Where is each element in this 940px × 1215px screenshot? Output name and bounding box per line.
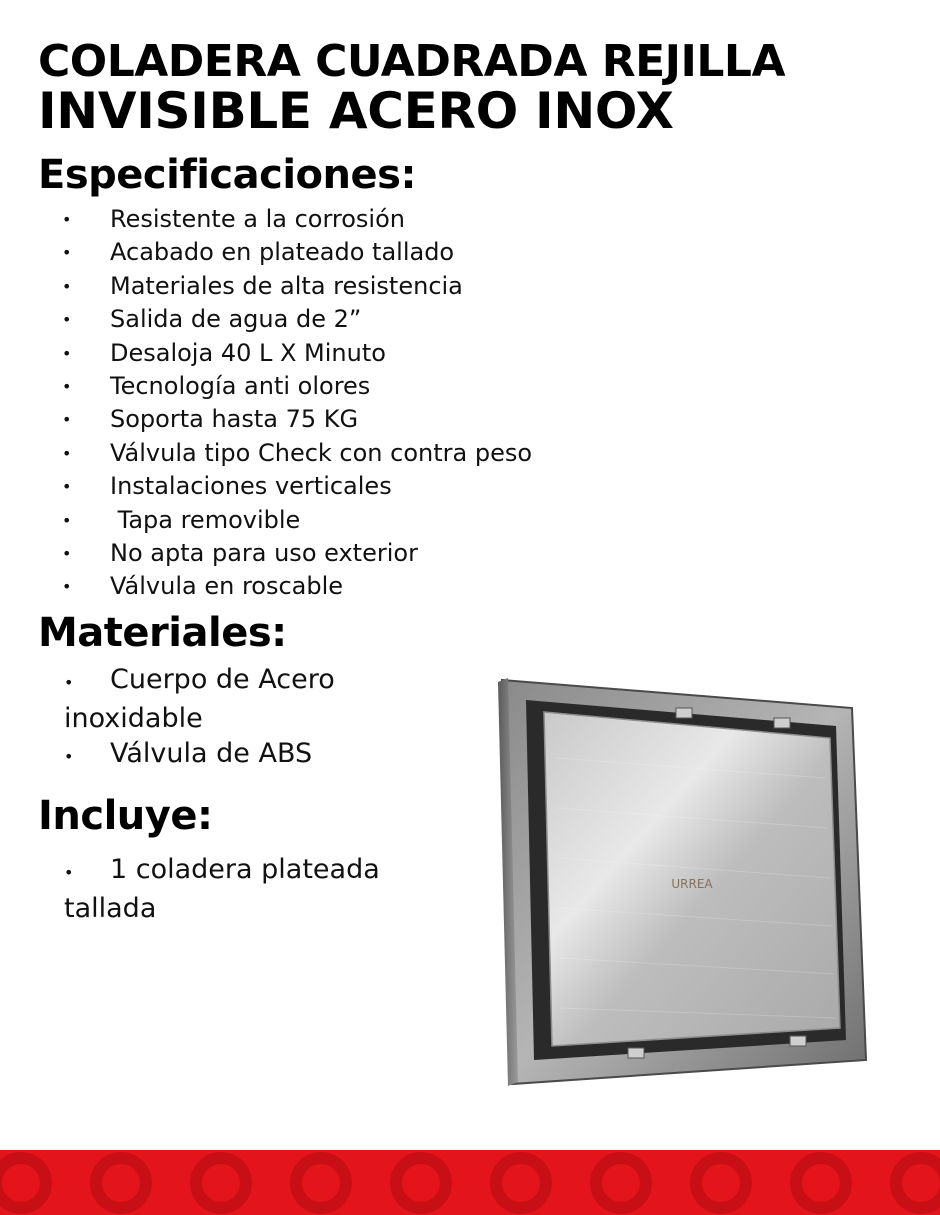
logo-pattern-icon	[0, 1152, 52, 1214]
footer-band	[0, 1150, 940, 1215]
bullet: •	[62, 443, 72, 463]
bullet: •	[62, 410, 72, 430]
spec-item: • Resistente a la corrosión	[62, 203, 532, 236]
spec-item: • Válvula en roscable	[62, 570, 532, 603]
bullet: •	[64, 673, 74, 692]
specifications-list	[62, 203, 532, 604]
logo-pattern-icon	[690, 1152, 752, 1214]
spec-item: • Soporta hasta 75 KG	[62, 403, 532, 436]
spec-item: • Tecnología anti olores	[62, 370, 532, 403]
logo-pattern-icon	[890, 1152, 940, 1214]
includes-item: • 1 coladera plateada tallada	[64, 854, 380, 924]
bullet: •	[64, 863, 74, 882]
bullet: •	[62, 577, 72, 597]
bullet: •	[62, 210, 72, 229]
spec-item: • Instalaciones verticales	[62, 470, 532, 503]
product-image-drain	[496, 668, 872, 1088]
specifications-heading: Especificaciones:	[38, 152, 416, 198]
logo-pattern-icon	[390, 1152, 452, 1214]
logo-pattern-icon	[790, 1152, 852, 1214]
product-title-line-1: COLADERA CUADRADA REJILLA	[38, 36, 785, 87]
bullet: •	[62, 343, 72, 363]
bullet: •	[62, 510, 72, 530]
logo-pattern-icon	[490, 1152, 552, 1214]
includes-heading: Incluye:	[38, 793, 213, 839]
logo-pattern-icon	[290, 1152, 352, 1214]
spec-item: • Válvula tipo Check con contra peso	[62, 437, 532, 470]
spec-item: • Materiales de alta resistencia	[62, 270, 532, 303]
bullet: •	[62, 310, 72, 330]
material-item: • Cuerpo de Acero inoxidable	[64, 664, 335, 734]
brand-mark: URREA	[671, 877, 713, 891]
spec-item: • Tapa removible	[62, 504, 532, 537]
bullet: •	[64, 747, 74, 766]
spec-item: • Salida de agua de 2”	[62, 303, 532, 336]
material-item: • Válvula de ABS	[64, 736, 444, 775]
logo-pattern-icon	[190, 1152, 252, 1214]
spec-item: • Acabado en plateado tallado	[62, 236, 532, 269]
spec-item: • Desaloja 40 L X Minuto	[62, 337, 532, 370]
logo-pattern-icon	[90, 1152, 152, 1214]
logo-pattern-icon	[590, 1152, 652, 1214]
materials-heading: Materiales:	[38, 610, 287, 656]
bullet: •	[62, 477, 72, 497]
bullet: •	[62, 543, 72, 563]
bullet: •	[62, 376, 72, 396]
bullet: •	[62, 276, 72, 296]
spec-item: • No apta para uso exterior	[62, 537, 532, 570]
bullet: •	[62, 243, 72, 263]
product-title-line-2: INVISIBLE ACERO INOX	[38, 82, 674, 140]
